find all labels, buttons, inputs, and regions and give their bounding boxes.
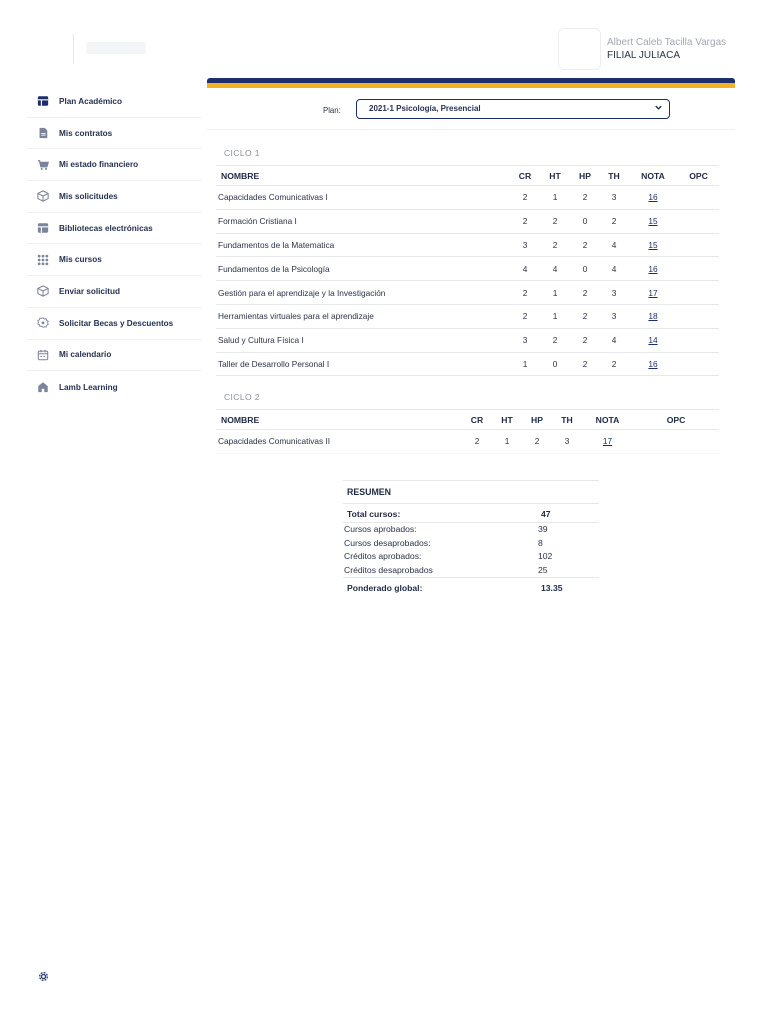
table-row bbox=[216, 233, 719, 257]
course-name: Fundamentos de la Matematica bbox=[216, 233, 510, 257]
column-header: NOMBRE bbox=[216, 166, 510, 186]
table-row bbox=[216, 328, 719, 352]
course-th: 3 bbox=[600, 186, 628, 210]
course-ht: 1 bbox=[492, 430, 522, 454]
course-name: Herramientas virtuales para el aprendizaje bbox=[216, 304, 510, 328]
course-cr: 2 bbox=[510, 209, 540, 233]
settings-icon[interactable] bbox=[38, 971, 49, 982]
course-th: 3 bbox=[552, 430, 582, 454]
course-ht: 1 bbox=[540, 186, 570, 210]
course-name: Fundamentos de la Psicología bbox=[216, 257, 510, 281]
course-ht: 1 bbox=[540, 281, 570, 305]
plan-selector-row bbox=[207, 96, 735, 130]
course-cr: 2 bbox=[510, 304, 540, 328]
column-header: TH bbox=[600, 166, 628, 186]
calendar-icon bbox=[27, 347, 49, 363]
sidebar-item-mi-calendario[interactable] bbox=[27, 340, 201, 372]
box-icon bbox=[27, 283, 49, 299]
course-th: 2 bbox=[600, 352, 628, 376]
grade-link[interactable]: 15 bbox=[648, 239, 658, 250]
badge-icon bbox=[27, 315, 49, 331]
summary-label: Créditos desaprobados bbox=[344, 564, 433, 575]
sidebar-item-label: Enviar solicitud bbox=[59, 286, 120, 296]
grade-link[interactable]: 15 bbox=[648, 216, 658, 227]
course-cr: 2 bbox=[510, 281, 540, 305]
course-name: Formación Cristiana I bbox=[216, 209, 510, 233]
sidebar-item-estado-financiero[interactable] bbox=[27, 149, 201, 181]
grid-icon bbox=[27, 252, 49, 268]
summary-row bbox=[343, 537, 599, 551]
grade-link[interactable]: 18 bbox=[648, 311, 658, 322]
logo[interactable] bbox=[86, 42, 146, 54]
course-ht: 2 bbox=[540, 233, 570, 257]
chevron-down-icon bbox=[654, 103, 663, 112]
summary-value: 47 bbox=[541, 509, 551, 519]
sidebar-item-label: Bibliotecas electrónicas bbox=[59, 223, 153, 233]
sidebar-item-label: Mi estado financiero bbox=[59, 160, 139, 170]
grade-link[interactable]: 14 bbox=[648, 335, 658, 346]
course-ht: 4 bbox=[540, 257, 570, 281]
grade-link[interactable]: 16 bbox=[648, 263, 658, 274]
brand-stripe-gold bbox=[207, 83, 735, 88]
course-grade bbox=[628, 328, 678, 352]
sidebar-item-label: Mis solicitudes bbox=[59, 191, 118, 201]
table-icon bbox=[27, 220, 49, 236]
course-options bbox=[678, 233, 719, 257]
summary-row bbox=[343, 523, 599, 537]
cycle-1-table bbox=[216, 165, 719, 376]
course-options bbox=[678, 304, 719, 328]
course-hp: 2 bbox=[570, 352, 600, 376]
table-row bbox=[216, 352, 719, 376]
course-th: 4 bbox=[600, 328, 628, 352]
sidebar-item-mis-contratos[interactable] bbox=[27, 118, 201, 150]
sidebar-item-bibliotecas[interactable] bbox=[27, 213, 201, 245]
cart-icon bbox=[27, 157, 49, 173]
course-options bbox=[678, 257, 719, 281]
summary-weighted-row bbox=[343, 577, 599, 596]
column-header: HP bbox=[522, 410, 552, 430]
course-hp: 0 bbox=[570, 209, 600, 233]
column-header: CR bbox=[462, 410, 492, 430]
course-options bbox=[678, 328, 719, 352]
course-hp: 2 bbox=[570, 328, 600, 352]
course-cr: 4 bbox=[510, 257, 540, 281]
cycle-title: CICLO 2 bbox=[224, 392, 260, 402]
sidebar-item-lamb-learning[interactable] bbox=[27, 371, 201, 403]
summary-label: Total cursos: bbox=[347, 509, 401, 519]
course-ht: 0 bbox=[540, 352, 570, 376]
course-grade bbox=[628, 257, 678, 281]
summary-value: 13.35 bbox=[541, 583, 563, 593]
column-header: HT bbox=[540, 166, 570, 186]
table-row bbox=[216, 257, 719, 281]
course-ht: 1 bbox=[540, 304, 570, 328]
table-row bbox=[216, 281, 719, 305]
plan-select-value: 2021-1 Psicología, Presencial bbox=[369, 104, 481, 113]
course-th: 4 bbox=[600, 257, 628, 281]
course-options bbox=[678, 281, 719, 305]
table-icon bbox=[27, 93, 49, 109]
summary-row bbox=[343, 550, 599, 564]
summary-title: RESUMEN bbox=[343, 480, 599, 504]
course-name: Capacidades Comunicativas II bbox=[216, 430, 462, 454]
course-hp: 2 bbox=[522, 430, 552, 454]
cycle-title: CICLO 1 bbox=[224, 148, 260, 158]
user-name: Albert Caleb Tacilla Vargas bbox=[607, 37, 727, 48]
sidebar-item-label: Lamb Learning bbox=[59, 382, 118, 392]
avatar[interactable] bbox=[558, 28, 601, 70]
summary-label: Cursos desaprobados: bbox=[344, 537, 431, 548]
summary-panel bbox=[343, 480, 599, 596]
column-header: NOMBRE bbox=[216, 410, 462, 430]
course-options bbox=[678, 209, 719, 233]
course-hp: 0 bbox=[570, 257, 600, 281]
course-th: 4 bbox=[600, 233, 628, 257]
grade-link[interactable]: 17 bbox=[648, 287, 658, 298]
course-cr: 1 bbox=[510, 352, 540, 376]
course-options bbox=[678, 186, 719, 210]
table-row bbox=[216, 209, 719, 233]
course-th: 3 bbox=[600, 281, 628, 305]
course-th: 3 bbox=[600, 304, 628, 328]
academic-plan-panel bbox=[207, 78, 735, 458]
grade-link[interactable]: 16 bbox=[648, 192, 658, 203]
course-name: Gestión para el aprendizaje y la Investigación bbox=[216, 281, 510, 305]
plan-label: Plan: bbox=[323, 106, 341, 115]
home-icon bbox=[27, 379, 49, 395]
plan-select[interactable] bbox=[356, 99, 670, 119]
sidebar-item-mis-cursos[interactable] bbox=[27, 244, 201, 276]
course-hp: 2 bbox=[570, 186, 600, 210]
sidebar-item-plan-academico[interactable] bbox=[27, 86, 201, 118]
table-header-row bbox=[216, 166, 719, 186]
summary-value: 25 bbox=[538, 564, 548, 575]
course-hp: 2 bbox=[570, 281, 600, 305]
course-name: Taller de Desarrollo Personal I bbox=[216, 352, 510, 376]
sidebar-item-mis-solicitudes[interactable] bbox=[27, 181, 201, 213]
summary-label: Ponderado global: bbox=[347, 583, 423, 593]
course-grade bbox=[628, 352, 678, 376]
column-header: OPC bbox=[633, 410, 719, 430]
sidebar-item-label: Mis contratos bbox=[59, 128, 113, 138]
sidebar-item-becas-descuentos[interactable] bbox=[27, 308, 201, 340]
column-header: HP bbox=[570, 166, 600, 186]
course-name: Capacidades Comunicativas I bbox=[216, 186, 510, 210]
course-grade bbox=[628, 233, 678, 257]
sidebar-item-label: Solicitar Becas y Descuentos bbox=[59, 318, 174, 328]
summary-value: 8 bbox=[538, 537, 543, 548]
course-ht: 2 bbox=[540, 328, 570, 352]
course-th: 2 bbox=[600, 209, 628, 233]
course-name: Salud y Cultura Física I bbox=[216, 328, 510, 352]
course-grade bbox=[628, 186, 678, 210]
summary-value: 39 bbox=[538, 524, 548, 534]
course-ht: 2 bbox=[540, 209, 570, 233]
table-header-row bbox=[216, 410, 719, 430]
summary-label: Créditos aprobados: bbox=[344, 551, 422, 561]
sidebar-item-label: Plan Académico bbox=[59, 96, 122, 106]
course-cr: 2 bbox=[510, 186, 540, 210]
summary-value: 102 bbox=[538, 551, 553, 561]
column-header: CR bbox=[510, 166, 540, 186]
course-grade bbox=[628, 281, 678, 305]
course-grade bbox=[628, 209, 678, 233]
grade-link[interactable]: 16 bbox=[648, 358, 658, 369]
column-header: NOTA bbox=[582, 410, 633, 430]
column-header: OPC bbox=[678, 166, 719, 186]
column-header: HT bbox=[492, 410, 522, 430]
table-row bbox=[216, 304, 719, 328]
logo-divider bbox=[73, 34, 74, 64]
summary-total-row bbox=[343, 504, 599, 523]
table-row bbox=[216, 186, 719, 210]
user-branch: FILIAL JULIACA bbox=[607, 50, 680, 61]
sidebar-item-label: Mi calendario bbox=[59, 350, 112, 360]
course-cr: 2 bbox=[462, 430, 492, 454]
course-hp: 2 bbox=[570, 304, 600, 328]
column-header: TH bbox=[552, 410, 582, 430]
sidebar-item-label: Mis cursos bbox=[59, 255, 102, 265]
course-cr: 3 bbox=[510, 233, 540, 257]
sidebar bbox=[27, 86, 201, 403]
course-grade bbox=[628, 304, 678, 328]
course-options bbox=[678, 352, 719, 376]
sidebar-item-enviar-solicitud[interactable] bbox=[27, 276, 201, 308]
app-header bbox=[0, 0, 768, 76]
summary-row bbox=[343, 564, 599, 578]
document-icon bbox=[27, 125, 49, 141]
course-cr: 3 bbox=[510, 328, 540, 352]
course-hp: 2 bbox=[570, 233, 600, 257]
summary-label: Cursos aprobados: bbox=[344, 524, 417, 534]
box-icon bbox=[27, 188, 49, 204]
scroll-fade bbox=[207, 448, 735, 458]
column-header: NOTA bbox=[628, 166, 678, 186]
grade-link[interactable]: 17 bbox=[602, 436, 613, 447]
